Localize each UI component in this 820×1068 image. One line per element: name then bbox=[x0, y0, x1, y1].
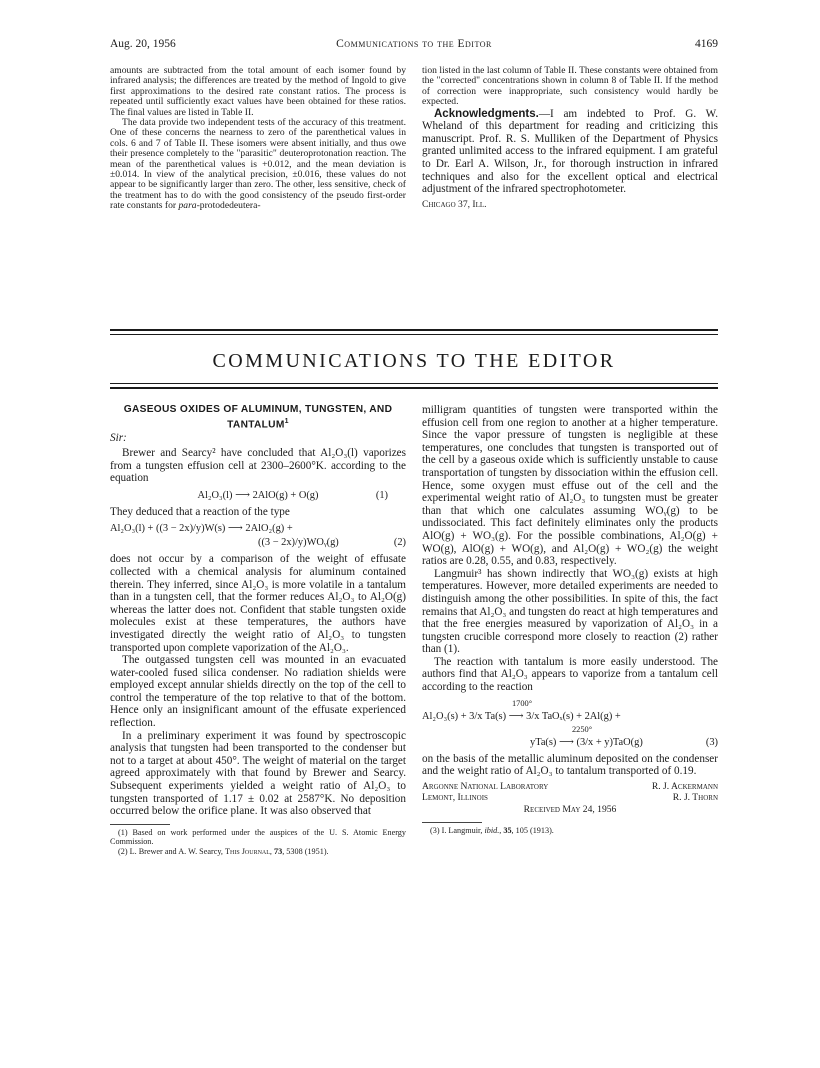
paragraph: milligram quantities of tungsten were transported within the effusion cell from one region to another at a higher temperature. Since the vapor pressure of tungsten is negligible at these temperatures, one concludes that tungsten is transported out of the cell by a gaseous oxide which is sufficiently unstable to cause transportation of tungsten by dissociation within the effusion cell. Hence, some oxygen must effuse out of the cell and the experimental weight ratio of Al₂O₃ to tungsten must be greater than that which one calculates assuming WOᵧ(g) to be undissociated. This fact definitely eliminates only the products AlO(g) + WO₃(g). For the possible combinations, Al₂O(g) + WO(g), AlO(g) + WO(g), and Al₂O(g) + WO₂(g) the weight ratios are 0.28, 0.55, and 0.83, respectively. bbox=[422, 404, 718, 568]
section-rule-top-thick bbox=[110, 329, 718, 331]
section-title: COMMUNICATIONS TO THE EDITOR bbox=[212, 350, 616, 372]
paragraph: Brewer and Searcy² have concluded that Al₂O₃(l) vaporizes from a tungsten effusion cell at 2300–2600°K. according to the equation bbox=[110, 446, 406, 485]
header-title: Communications to the Editor bbox=[336, 38, 492, 50]
acknowledgments-heading: Acknowledgments. bbox=[434, 107, 539, 120]
section-rule-top-thin bbox=[110, 334, 718, 335]
previous-article-right-column bbox=[422, 66, 718, 211]
affiliation-line-2: Lemont, Illinois R. J. Thorn bbox=[422, 791, 718, 803]
equation-2-line-1: Al₂O₃(l) + ((3 − 2x)/y)W(s) ⟶ 2AlO₂(g) + bbox=[110, 523, 293, 535]
header-date: Aug. 20, 1956 bbox=[110, 38, 176, 50]
paragraph: The data provide two independent tests of the accuracy of this treatment. One of these concerns the nearness to zero of the parenthetical values in cols. 6 and 7 of Table II. These isomers were absent initially, and thus owe their presence completely to the "parasitic" deuteroprotonation reaction. The mean of the parenthetical values is +0.012, and the mean deviation is ±0.014. In view of the analytical precision, ±0.016, these values do not appear to be significantly larger than zero. The other, less sensitive, check of the treatment has to do with the good consistency of the pseudo first-order rate constants for para-protodedeutera- bbox=[110, 117, 406, 212]
article-title: GASEOUS OXIDES OF ALUMINUM, TUNGSTEN, AND TANTALUM$^1$ bbox=[123, 404, 393, 430]
equation-3: 1700° Al₂O₃(s) + 3/x Ta(s) ⟶ 3/x TaOₓ(s) + 2Al(g) + 2250° yTa(s) ⟶ (3/x + y)TaO(g) (3) bbox=[422, 698, 718, 748]
paragraph: tion listed in the last column of Table II. These constants were obtained from the "corrected" concentrations shown in column 8 of Table II. If the method of correction were inappropriate, such consistency would hardly be expected. bbox=[422, 65, 718, 108]
acknowledgments: Acknowledgments.—I am indebted to Prof. G. W. Wheland of this department for reading and criticizing this manuscript. Prof. R. S. Mulliken of the Department of Physics granted unlimited access to the infrared equipment. I am grateful to Dr. Earl A. Wilson, Jr., for thorough instruction in infrared techniques and also for the excellent optical and electrical adjustment of the infrared spectrophotometer. bbox=[422, 107, 718, 196]
received-date: Received May 24, 1956 bbox=[523, 803, 617, 815]
section-rule-bottom-thin bbox=[110, 383, 718, 384]
paragraph: In a preliminary experiment it was found by spectroscopic analysis that tungsten had been transported to the condenser but not to a target at about 450°. The weight of material on the target agreed approximately with that found by Brewer and Searcy. Subsequent experiments yielded a weight ratio of Al₂O₃ to tungsten transported of 1.17 ± 0.02 at 2587°K. No deposition occurred below the orifice plane. It was also observed that bbox=[110, 729, 406, 818]
running-header bbox=[110, 38, 718, 52]
paragraph: They deduced that a reaction of the type bbox=[110, 505, 290, 518]
footnote-divider bbox=[110, 824, 170, 825]
header-page-number: 4169 bbox=[695, 38, 718, 50]
footnote-3: (3) I. Langmuir, ibid., 35, 105 (1913). bbox=[430, 826, 554, 836]
footnote-1: (1) Based on work performed under the auspices of the U. S. Atomic Energy Commission. bbox=[110, 827, 406, 847]
section-rule-bottom-thick bbox=[110, 387, 718, 389]
footnote-2: (2) L. Brewer and A. W. Searcy, This Journal, 73, 5308 (1951). bbox=[118, 846, 329, 856]
author-location: Chicago 37, Ill. bbox=[422, 198, 487, 210]
previous-article-left-column bbox=[110, 66, 406, 212]
footnote-divider bbox=[422, 822, 482, 823]
paragraph: The reaction with tantalum is more easily understood. The authors find that Al₂O₃ appears to vaporize from a tantalum cell according to the reaction bbox=[422, 655, 718, 694]
paragraph: on the basis of the metallic aluminum deposited on the condenser and the weight ratio of Al₂O₃ to tantalum transported of 0.19. bbox=[422, 752, 718, 778]
article-right-column bbox=[422, 404, 718, 836]
paragraph: does not occur by a comparison of the weight of effusate collected with a chemical analysis for aluminum contained therein. They inferred, since Al₂O₃ is more volatile in a tantalum than in a tungsten cell, that the former reduces Al₂O₃ to Al₂O(g) whereas the latter does not. Confident that stable tungsten oxide molecules exist at these temperatures, the authors have investigated directly the weight ratio of Al₂O₃ to tungsten transported upon complete vaporization of the Al₂O₃. bbox=[110, 553, 406, 654]
salutation: Sir: bbox=[110, 432, 127, 445]
affiliation-line-1: Argonne National Laboratory R. J. Ackermann bbox=[422, 780, 718, 792]
paragraph: Langmuir³ has shown indirectly that WO₃(g) exists at high temperatures. However, more detailed experiments are needed to distinguish among the other possibilities. In spite of this, the fact remains that Al₂O₃ and tungsten do react at high temperatures and that the free energies measured by vaporization of Al₂O₃ in a tungsten crucible correspond more closely to reaction (2) rather than (1). bbox=[422, 567, 718, 656]
paragraph: The outgassed tungsten cell was mounted in an evacuated water-cooled fused silica condenser. No radiation shields were employed except annular shields directly on the top of the cell to control the temperature of the top relative to that of the bottom. Hence only an insignificant amount of the effusate experienced reflection. bbox=[110, 654, 406, 730]
equation-1: Al₂O₃(l) ⟶ 2AlO(g) + O(g) (1) bbox=[197, 489, 388, 501]
equation-2-line-2: ((3 − 2x)/y)WOᵧ(g) (2) bbox=[258, 537, 406, 549]
article-left-column bbox=[110, 404, 406, 856]
paragraph: amounts are subtracted from the total amount of each isomer found by infrared analysis; the differences are treated by the method of Ingold to give first approximations to the desired rate constant ratios. The process is repeated until sufficiently exact values have been obtained for these ratios. The final values are listed in Table II. bbox=[110, 65, 406, 118]
